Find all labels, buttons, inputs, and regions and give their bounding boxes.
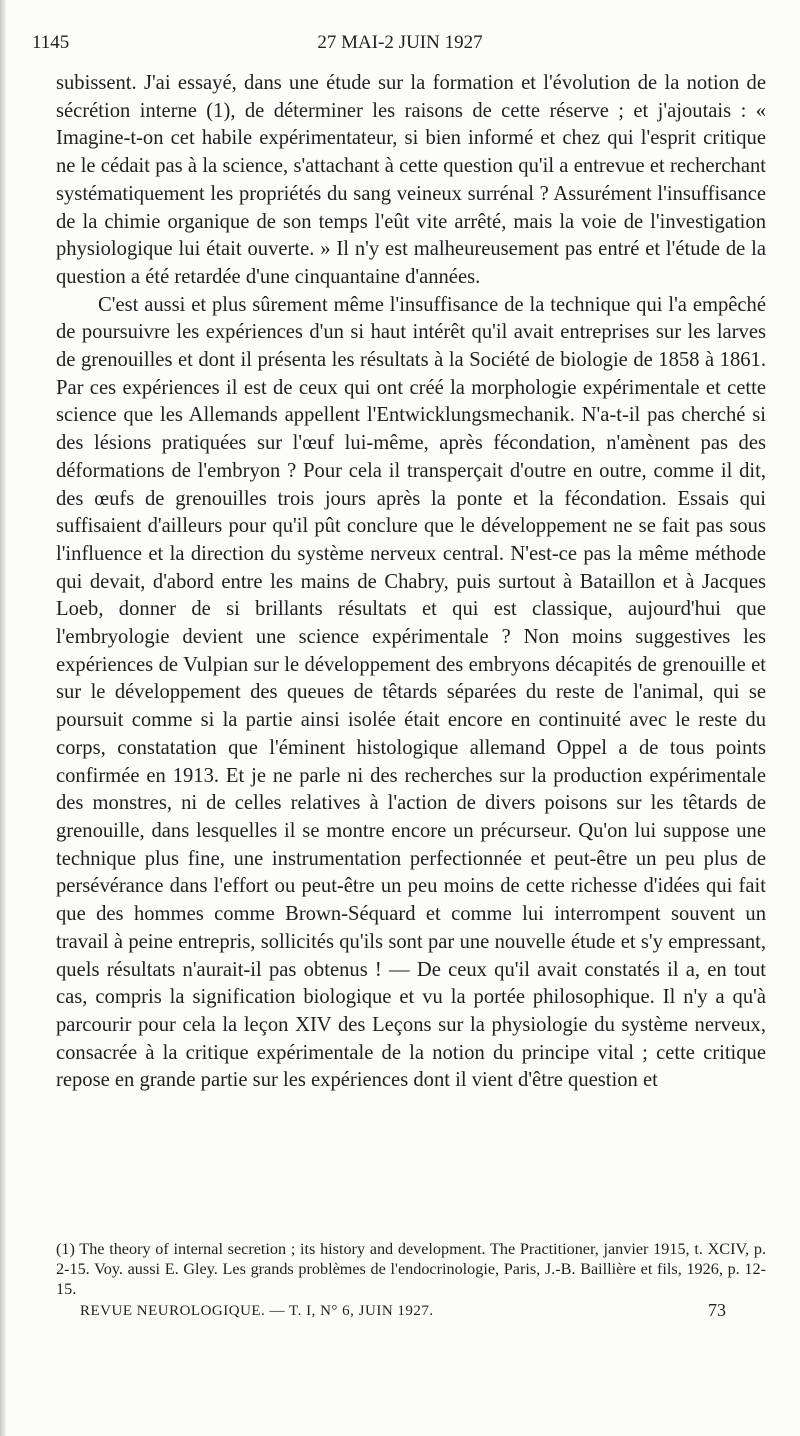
footnote-text: (1) The theory of internal secretion ; its history and development. The Practitioner, janvier 1915, t. XCIV, p. 2-15. Voy. aussi E. Gley. Les grands problèmes de l'endocrinologie, Paris, J.-B. Baillière et fils, 1926, p. 12-15. bbox=[56, 1240, 766, 1298]
page-number: 1145 bbox=[32, 32, 70, 53]
journal-signature: REVUE NEUROLOGIQUE. — T. I, N° 6, JUIN 1927. bbox=[80, 1303, 434, 1319]
issue-date: 27 MAI-2 JUIN 1927 bbox=[317, 32, 483, 53]
body-text bbox=[56, 70, 766, 1095]
binding-edge bbox=[0, 0, 6, 1436]
running-head bbox=[32, 32, 768, 58]
paragraph-1: subissent. J'ai essayé, dans une étude sur la formation et l'évolution de la notion de sécrétion interne (1), de déterminer les raisons de cette réserve ; et j'ajoutais : « Imagine-t-on cet habile expérimentateur, si bien informé et chez qui l'esprit critique ne le cédait pas à la science, s'attachant à cette question qu'il a entrevue et recherchant systématiquement les propriétés du sang veineux surrénal ? Assurément l'insuffisance de la chimie organique de son temps l'eût vite arrêté, mais la voie de l'investigation physiologique lui était ouverte. » Il n'y est malheureusement pas entré et l'étude de la question a été retardée d'une cinquantaine d'années. bbox=[56, 72, 766, 288]
footnote bbox=[56, 1240, 766, 1299]
sheet-number: 73 bbox=[708, 1300, 726, 1320]
paragraph-2: C'est aussi et plus sûrement même l'insuffisance de la technique qui l'a empêché de poursuivre les expériences d'un si haut intérêt qu'il avait entreprises sur les larves de grenouilles et dont il présenta les résultats à la Société de biologie de 1858 à 1861. Par ces expériences il est de ceux qui ont créé la morphologie expérimentale et cette science que les Allemands appellent l'Entwicklungsmechanik. N'a-t-il pas cherché si des lésions pratiquées sur l'œuf lui-même, après fécondation, n'amènent pas des déformations de l'embryon ? Pour cela il transperçait d'outre en outre, comme il dit, des œufs de grenouilles trois jours après la ponte et la fécondation. Essais qui suffisaient d'ailleurs pour qu'il pût conclure que le développement ne se fait pas sous l'influence et la direction du système nerveux central. N'est-ce pas la même méthode qui devait, d'abord entre les mains de Chabry, puis surtout à Bataillon et à Jacques Loeb, donner de si brillants résultats et qui est classique, aujourd'hui que l'embryologie devient une science expérimentale ? Non moins suggestives les expériences de Vulpian sur le développement des embryons décapités de grenouille et sur le développement des queues de têtards séparées du reste de l'animal, qui se poursuit comme si la partie ainsi isolée était encore en continuité avec le reste du corps, constatation que l'éminent histologique allemand Oppel a de tous points confirmée en 1913. Et je ne parle ni des recherches sur la production expérimentale des monstres, ni de celles relatives à l'action de divers poisons sur les têtards de grenouille, dans lesquelles il se montre encore un précurseur. Qu'on lui suppose une technique plus fine, une instrumentation perfectionnée et peut-être un peu plus de persévérance dans l'effort ou peut-être un peu moins de cette richesse d'idées qui fait que des hommes comme Brown-Séquard et comme lui interrompent souvent un travail à peine entrepris, sollicités qu'ils sont par une nouvelle étude et s'y empressant, quels résultats n'aurait-il pas obtenus ! — De ceux qu'il avait constatés il a, en tout cas, compris la signification biologique et vu la portée philosophique. Il n'y a qu'à parcourir pour cela la leçon XIV des Leçons sur la physiologie du système nerveux, consacrée à la critique expérimentale de la notion du principe vital ; cette critique repose en grande partie sur les expériences dont il vient d'être question et bbox=[56, 293, 766, 1092]
printer-signature bbox=[80, 1300, 726, 1324]
